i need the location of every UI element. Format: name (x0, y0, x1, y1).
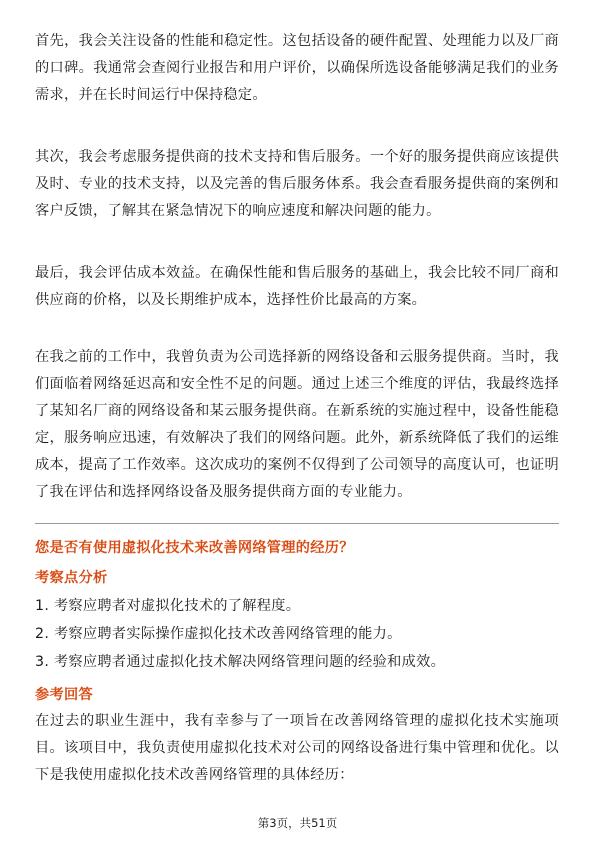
body-paragraph: 首先，我会关注设备的性能和稳定性。这包括设备的硬件配置、处理能力以及厂商的口碑。我通常会查阅行业报告和用户评价，以确保所选设备能够满足我们的业务需求，并在长时间运行中保持稳定。 (35, 33, 559, 103)
analysis-item: 2. 考察应聘者实际操作虚拟化技术改善网络管理的能力。 (35, 626, 402, 642)
body-paragraph: 最后，我会评估成本效益。在确保性能和售后服务的基础上，我会比较不同厂商和供应商的价格，以及长期维护成本，选择性价比最高的方案。 (35, 265, 559, 308)
section-divider (35, 523, 559, 524)
analysis-heading: 考察点分析 (35, 570, 108, 586)
question-heading: 您是否有使用虚拟化技术来改善网络管理的经历？ (35, 540, 354, 556)
page-number: 第3页，共51页 (257, 816, 338, 830)
answer-heading: 参考回答 (35, 687, 93, 703)
body-paragraph: 其次，我会考虑服务提供商的技术支持和售后服务。一个好的服务提供商应该提供及时、专业的技术支持，以及完善的售后服务体系。我会查看服务提供商的案例和客户反馈，了解其在紧急情况下的响应速度和解决问题的能力。 (35, 149, 559, 219)
body-paragraph: 在我之前的工作中，我曾负责为公司选择新的网络设备和云服务提供商。当时，我们面临着网络延迟高和安全性不足的问题。通过上述三个维度的评估，我最终选择了某知名厂商的网络设备和某云服务提供商。在新系统的实施过程中，设备性能稳定，服务响应迅速，有效解决了我们的网络问题。此外，新系统降低了我们的运维成本，提高了工作效率。这次成功的案例不仅得到了公司领导的高度认可，也证明了我在评估和选择网络设备及服务提供商方面的专业能力。 (35, 349, 559, 500)
analysis-item: 3. 考察应聘者通过虚拟化技术解决网络管理问题的经验和成效。 (35, 654, 446, 670)
answer-paragraph: 在过去的职业生涯中，我有幸参与了一项旨在改善网络管理的虚拟化技术实施项目。该项目中，我负责使用虚拟化技术对公司的网络设备进行集中管理和优化。以下是我使用虚拟化技术改善网络管理的具体经历： (35, 713, 559, 783)
analysis-item: 1. 考察应聘者对虚拟化技术的了解程度。 (35, 598, 301, 614)
